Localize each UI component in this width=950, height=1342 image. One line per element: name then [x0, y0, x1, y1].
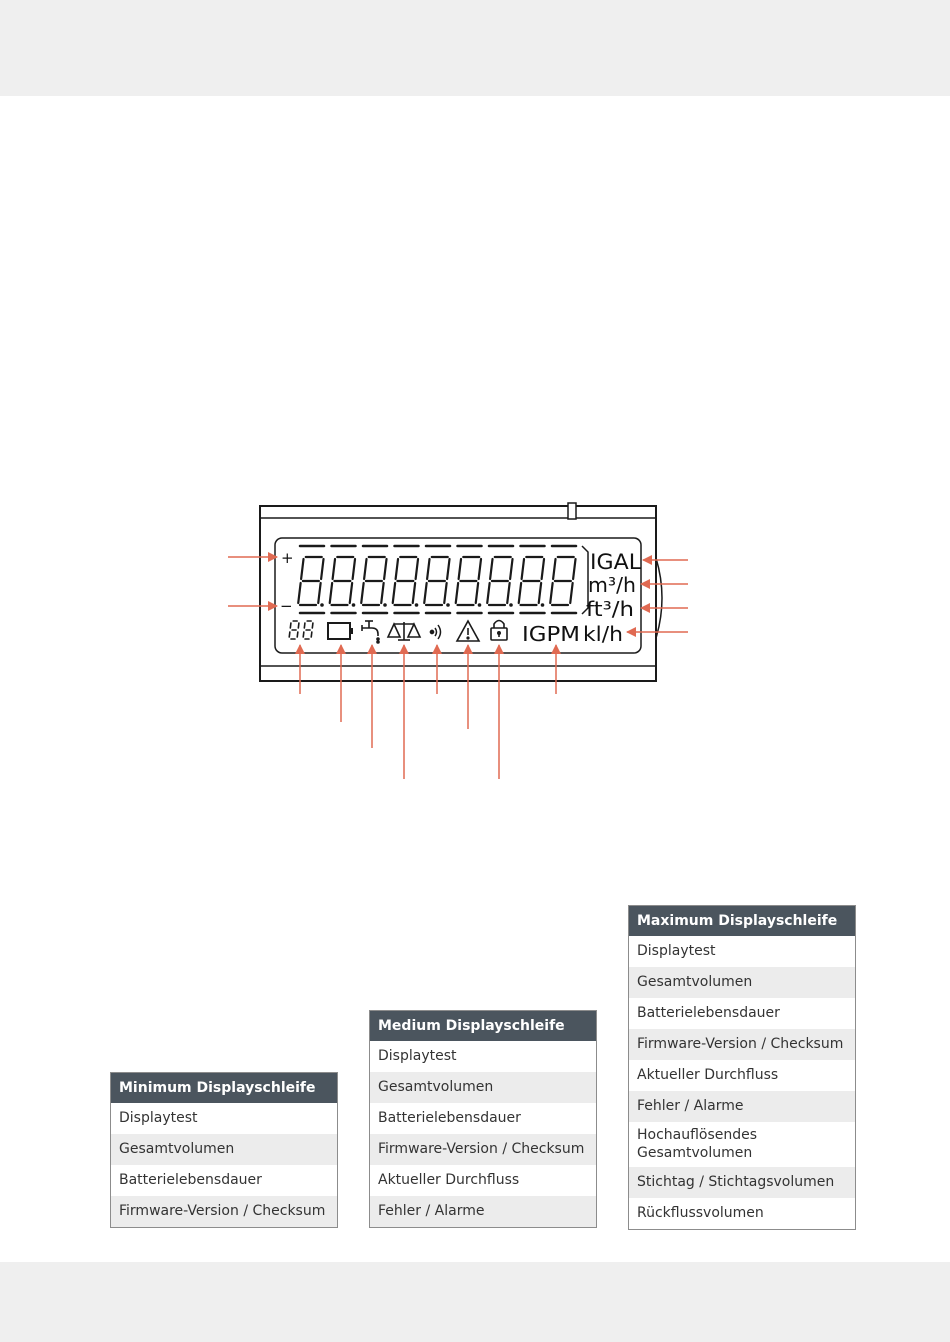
digit-segment	[298, 583, 300, 603]
table-row: Displaytest	[637, 943, 716, 959]
table-row: Displaytest	[378, 1048, 457, 1064]
digit-segment	[364, 559, 366, 579]
unit-m3h: m³/h	[588, 573, 636, 597]
digit-segment	[416, 559, 418, 579]
small-digit	[303, 621, 313, 639]
lcd-digit	[519, 557, 544, 605]
small-digit	[289, 621, 299, 639]
digit-segment	[290, 623, 291, 628]
digit-segment	[350, 583, 352, 603]
digit-segment	[542, 559, 544, 579]
lcd-main-digits	[298, 557, 575, 607]
table-header: Minimum Displayschleife	[111, 1073, 337, 1103]
digit-segment	[333, 559, 335, 579]
digit-segment	[361, 583, 363, 603]
table-row: Batterielebensdauer	[378, 1110, 521, 1126]
table-row: Rückflussvolumen	[637, 1205, 764, 1221]
digit-segment	[553, 559, 555, 579]
digit-segment	[311, 632, 312, 637]
table-row: Batterielebensdauer	[637, 1005, 780, 1021]
scales-icon	[388, 622, 420, 640]
digit-segment	[444, 583, 446, 603]
unit-ft3h: ft³/h	[586, 597, 634, 621]
decimal-point	[541, 603, 545, 607]
decimal-point	[415, 603, 419, 607]
digit-segment	[490, 559, 492, 579]
decimal-point	[352, 603, 356, 607]
minus-sign: −	[280, 597, 293, 615]
lock-icon	[491, 621, 507, 641]
lcd-digit	[550, 557, 575, 605]
table-row: Firmware-Version / Checksum	[370, 1134, 596, 1165]
table-row: Fehler / Alarme	[370, 1196, 596, 1227]
small-digits-icon	[289, 621, 313, 639]
table-row: Batterielebensdauer	[119, 1172, 262, 1188]
table-row: Gesamtvolumen	[629, 967, 855, 998]
digit-segment	[522, 559, 524, 579]
digit-segment	[303, 632, 304, 637]
digit-segment	[510, 559, 512, 579]
lcd-digit	[424, 557, 449, 605]
table-row: Aktueller Durchfluss	[378, 1172, 520, 1188]
digit-segment	[297, 632, 298, 637]
digit-segment	[550, 583, 552, 603]
table-row: Gesamtvolumen	[370, 1072, 596, 1103]
lcd-digit	[393, 557, 418, 605]
warning-icon	[457, 621, 479, 641]
table-row: Gesamtvolumen	[111, 1134, 337, 1165]
unit-igal: IGAL	[590, 550, 642, 574]
digit-segment	[476, 583, 478, 603]
battery-icon	[328, 623, 353, 639]
digit-segment	[507, 583, 509, 603]
digit-segment	[312, 623, 313, 628]
table-header: Maximum Displayschleife	[629, 906, 855, 936]
table-medium-loop	[369, 1010, 597, 1228]
table-row: Hochauflösendes Gesamtvolumen	[637, 1127, 758, 1161]
decimal-point	[446, 603, 450, 607]
table-maximum-loop	[628, 905, 856, 1230]
digit-segment	[447, 559, 449, 579]
digit-segment	[393, 583, 395, 603]
plus-sign: +	[281, 549, 294, 567]
table-header: Medium Displayschleife	[370, 1011, 596, 1041]
digit-segment	[301, 559, 303, 579]
digit-segment	[427, 559, 429, 579]
digit-segment	[459, 559, 461, 579]
digit-segment	[318, 583, 320, 603]
tap-icon	[362, 621, 379, 643]
decimal-point	[478, 603, 482, 607]
digit-segment	[519, 583, 521, 603]
decimal-point	[383, 603, 387, 607]
digit-segment	[396, 559, 398, 579]
decimal-point	[320, 603, 324, 607]
digit-segment	[539, 583, 541, 603]
unit-klh: kl/h	[583, 622, 623, 646]
digit-segment	[321, 559, 323, 579]
digit-segment	[304, 623, 305, 628]
digit-segment	[381, 583, 383, 603]
table-minimum-loop	[110, 1072, 338, 1228]
unit-igpm: IGPM	[522, 622, 580, 646]
digit-segment	[456, 583, 458, 603]
table-row: Stichtag / Stichtagsvolumen	[629, 1167, 855, 1198]
digit-segment	[570, 583, 572, 603]
table-row: Displaytest	[119, 1110, 198, 1126]
bottom-band	[0, 1262, 950, 1342]
digit-segment	[384, 559, 386, 579]
table-row: Fehler / Alarme	[629, 1091, 855, 1122]
lcd-digit	[487, 557, 512, 605]
lcd-digit	[456, 557, 481, 605]
digit-segment	[479, 559, 481, 579]
digit-segment	[424, 583, 426, 603]
digit-segment	[289, 632, 290, 637]
table-row: Firmware-Version / Checksum	[111, 1196, 337, 1227]
table-row: Aktueller Durchfluss	[637, 1067, 779, 1083]
digit-segment	[330, 583, 332, 603]
digit-segment	[573, 559, 575, 579]
signal-icon	[430, 625, 440, 639]
digit-segment	[353, 559, 355, 579]
digit-segment	[487, 583, 489, 603]
table-row: Firmware-Version / Checksum	[629, 1029, 855, 1060]
decimal-point	[509, 603, 513, 607]
lcd-digit	[298, 557, 323, 605]
digit-segment	[298, 623, 299, 628]
lcd-digit	[330, 557, 355, 605]
digit-segment	[413, 583, 415, 603]
lcd-digit	[361, 557, 386, 605]
